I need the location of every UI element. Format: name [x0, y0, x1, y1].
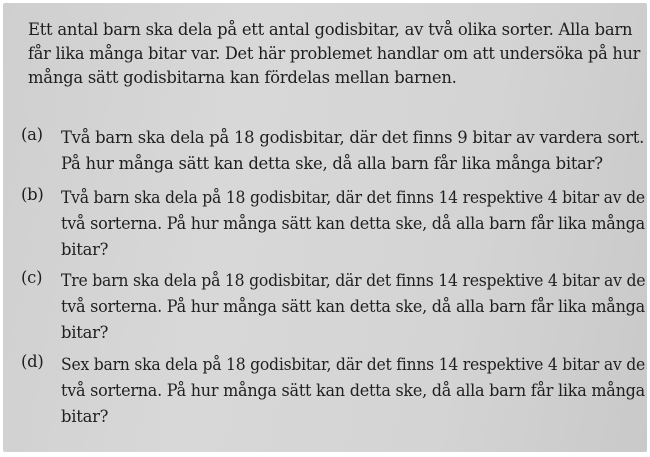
problem-line: två sorterna. På hur många sätt kan detta ske, då alla barn får lika många: [61, 214, 645, 233]
intro-line: Ett antal barn ska dela på ett antal godisbitar, av två olika sorter. Alla barn: [28, 20, 633, 39]
intro-line: får lika många bitar var. Det här problemet handlar om att undersöka på hur: [28, 44, 641, 63]
problem-line: Tre barn ska dela på 18 godisbitar, där det finns 14 respektive 4 bitar av de: [61, 271, 646, 290]
problem-text: [61, 125, 645, 177]
problem-line: Sex barn ska dela på 18 godisbitar, där det finns 14 respektive 4 bitar av de: [61, 355, 646, 374]
problem-line: två sorterna. På hur många sätt kan detta ske, då alla barn får lika många: [61, 297, 645, 316]
intro-line: många sätt godisbitarna kan fördelas mellan barnen.: [28, 68, 457, 87]
problem-line: två sorterna. På hur många sätt kan detta ske, då alla barn får lika många: [61, 381, 645, 400]
problem-label: (b): [21, 185, 44, 204]
problem-label: (a): [21, 125, 43, 144]
problem-text: [61, 352, 645, 430]
problem-line: bitar?: [61, 240, 109, 259]
problem-line: På hur många sätt kan detta ske, då alla barn får lika många bitar?: [61, 154, 603, 173]
problem-line: Två barn ska dela på 18 godisbitar, där det finns 9 bitar av vardera sort.: [61, 128, 645, 147]
photographed-page: [3, 3, 647, 452]
problem-label: (d): [21, 352, 44, 371]
problem-label: (c): [21, 268, 43, 287]
problem-line: bitar?: [61, 407, 109, 426]
intro-paragraph: [28, 18, 640, 90]
problem-text: [61, 185, 645, 263]
problem-text: [61, 268, 645, 346]
problem-line: bitar?: [61, 323, 109, 342]
page-text: [3, 3, 647, 452]
problem-line: Två barn ska dela på 18 godisbitar, där det finns 14 respektive 4 bitar av de: [61, 188, 645, 207]
